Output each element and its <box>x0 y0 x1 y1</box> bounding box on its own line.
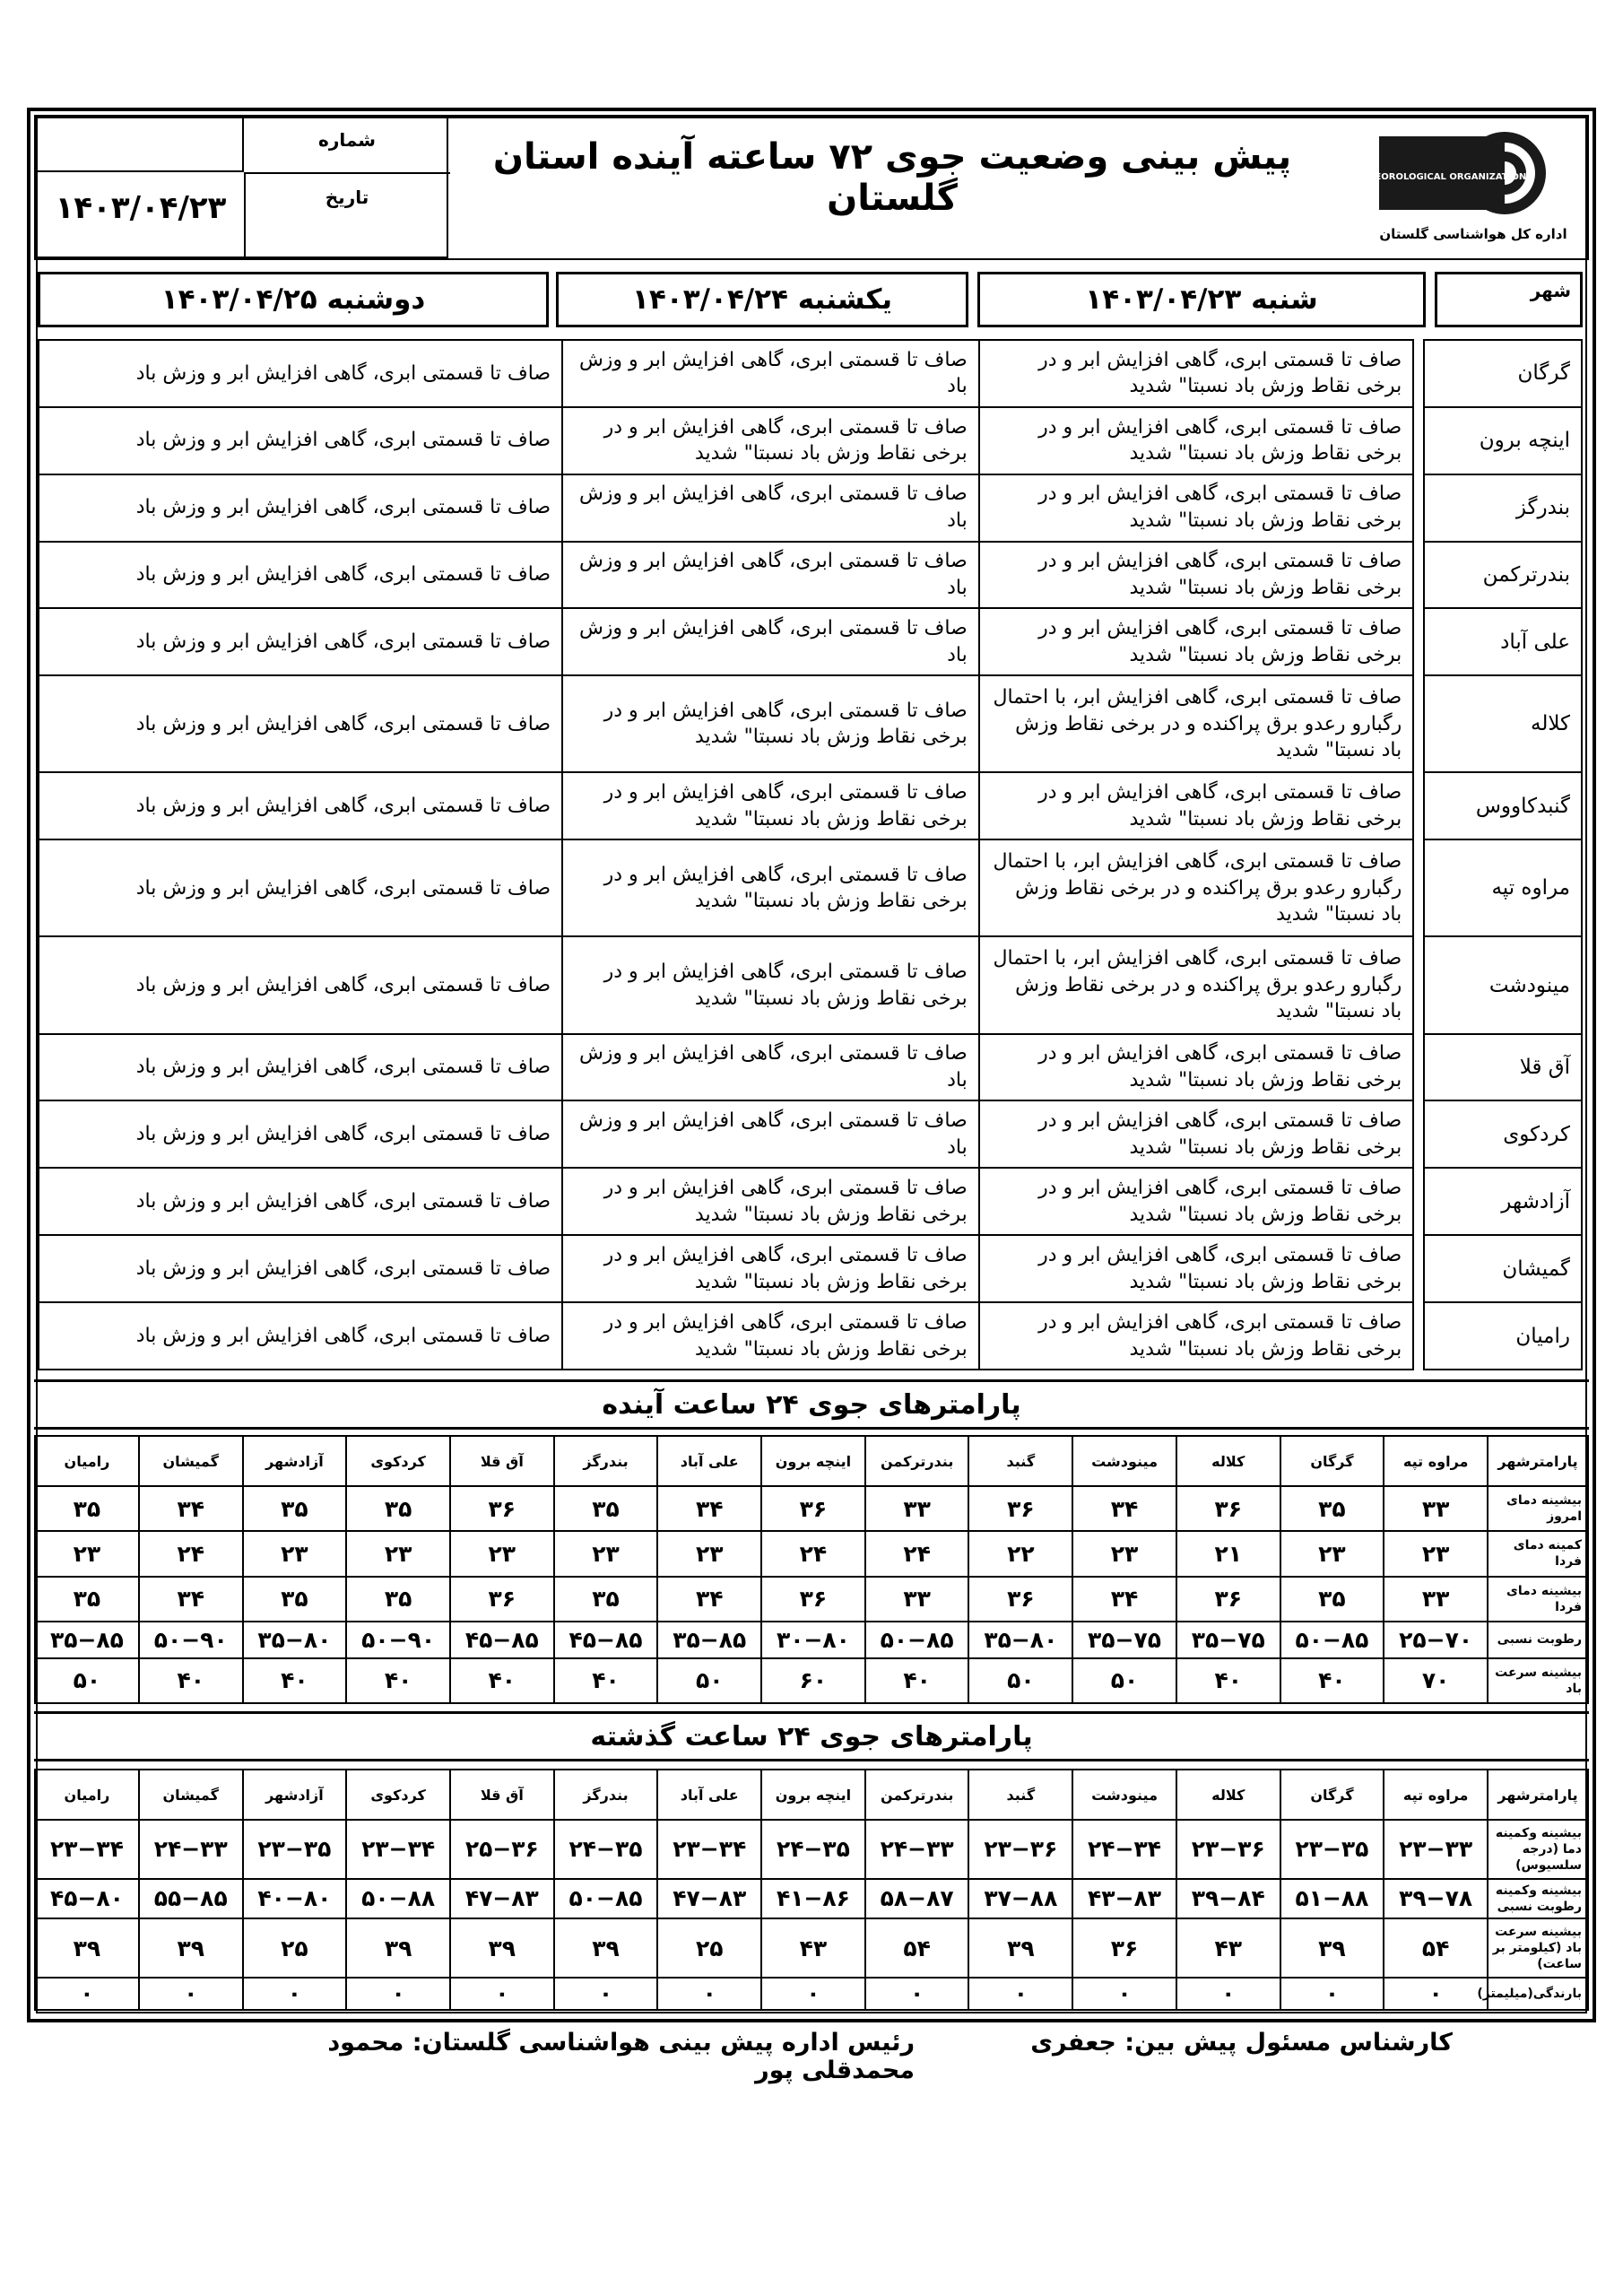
past24-value: ۰ <box>1384 1978 1488 2010</box>
next24-param-header: پارامترشهر <box>1488 1436 1588 1486</box>
next24-row <box>35 1577 1588 1622</box>
forecast-table-wrap <box>38 339 1583 1370</box>
next24-value: ۲۳ <box>554 1531 658 1576</box>
next24-header-row <box>35 1436 1588 1486</box>
past24-row <box>35 1820 1588 1879</box>
past24-value: ۰ <box>1176 1978 1280 2010</box>
forecast-day2: صاف تا قسمتی ابری، گاهی افزایش ابر و وزش باد <box>562 608 979 675</box>
past24-value: ۳۷−۸۸ <box>968 1879 1072 1919</box>
row-gap <box>1413 608 1424 675</box>
row-gap <box>1413 1100 1424 1168</box>
city-name: مینودشت <box>1424 936 1582 1033</box>
next24-value: ۵۰−۹۰ <box>346 1622 450 1658</box>
next24-row <box>35 1486 1588 1531</box>
forecast-day2: صاف تا قسمتی ابری، گاهی افزایش ابر و در برخی نقاط وزش باد نسبتا" شدید <box>562 1302 979 1370</box>
city-column-header: شهر <box>1435 272 1583 327</box>
past24-row <box>35 1918 1588 1978</box>
past24-value: ۲۳−۳۶ <box>1176 1820 1280 1879</box>
past24-city-header: کردکوی <box>346 1770 450 1820</box>
forecast-day2: صاف تا قسمتی ابری، گاهی افزایش ابر و در برخی نقاط وزش باد نسبتا" شدید <box>562 1235 979 1302</box>
next24-value: ۲۱ <box>1176 1531 1280 1576</box>
meteorological-logo-icon <box>1370 124 1576 222</box>
row-gap <box>1413 1034 1424 1101</box>
next24-value: ۳۵−۷۵ <box>1072 1622 1176 1658</box>
past24-row <box>35 1879 1588 1919</box>
past24-value: ۲۵ <box>243 1918 347 1978</box>
past24-row-label: بارندگی(میلیمتر) <box>1488 1978 1588 2010</box>
row-gap <box>1413 407 1424 474</box>
forecast-day3: صاف تا قسمتی ابری، گاهی افزایش ابر و وزش باد <box>39 608 562 675</box>
logo-org-text: METEOROLOGICAL ORGANIZATION <box>1370 172 1527 182</box>
next24-value: ۳۵−۸۰ <box>968 1622 1072 1658</box>
past24-city-header: آزادشهر <box>243 1770 347 1820</box>
forecast-day1: صاف تا قسمتی ابری، گاهی افزایش ابر و در برخی نقاط وزش باد نسبتا" شدید <box>979 340 1414 407</box>
next24-table-wrap <box>34 1435 1589 1704</box>
past24-city-header: آق قلا <box>450 1770 554 1820</box>
past24-value: ۰ <box>865 1978 969 2010</box>
next24-row-label: بیشینه دمای امروز <box>1488 1486 1588 1531</box>
past24-value: ۴۷−۸۳ <box>450 1879 554 1919</box>
next24-city-header: گرگان <box>1280 1436 1384 1486</box>
next24-value: ۴۰ <box>1280 1658 1384 1703</box>
past24-value: ۰ <box>657 1978 761 2010</box>
forecast-day1: صاف تا قسمتی ابری، گاهی افزایش ابر و در برخی نقاط وزش باد نسبتا" شدید <box>979 407 1414 474</box>
forecast-row <box>39 1100 1582 1168</box>
next24-value: ۳۵−۸۵ <box>35 1622 139 1658</box>
next24-value: ۳۰−۸۰ <box>761 1622 865 1658</box>
past24-table <box>34 1769 1589 2011</box>
past24-value: ۴۵−۸۰ <box>35 1879 139 1919</box>
forecast-day1: صاف تا قسمتی ابری، گاهی افزایش ابر و در برخی نقاط وزش باد نسبتا" شدید <box>979 542 1414 609</box>
past24-value: ۴۰−۸۰ <box>243 1879 347 1919</box>
past24-value: ۲۵−۳۶ <box>450 1820 554 1879</box>
number-value-cell <box>38 118 244 172</box>
next24-city-header: رامیان <box>35 1436 139 1486</box>
forecast-day3: صاف تا قسمتی ابری، گاهی افزایش ابر و وزش باد <box>39 542 562 609</box>
past24-value: ۵۴ <box>1384 1918 1488 1978</box>
next24-value: ۴۵−۸۵ <box>554 1622 658 1658</box>
next24-value: ۵۰−۸۵ <box>1280 1622 1384 1658</box>
city-name: آزادشهر <box>1424 1168 1582 1235</box>
next24-city-header: آزادشهر <box>243 1436 347 1486</box>
past24-value: ۳۶ <box>1072 1918 1176 1978</box>
next24-value: ۳۵−۸۰ <box>243 1622 347 1658</box>
past24-value: ۰ <box>1072 1978 1176 2010</box>
next24-value: ۲۳ <box>450 1531 554 1576</box>
next24-value: ۳۶ <box>450 1486 554 1531</box>
row-gap <box>1413 772 1424 839</box>
row-gap <box>1413 839 1424 936</box>
next24-value: ۳۶ <box>761 1486 865 1531</box>
city-name: مراوه تپه <box>1424 839 1582 936</box>
next24-value: ۲۳ <box>346 1531 450 1576</box>
past24-title: پارامترهای جوی ۲۴ ساعت گذشته <box>34 1711 1589 1761</box>
past24-city-header: گمیشان <box>139 1770 243 1820</box>
next24-value: ۳۵ <box>1280 1486 1384 1531</box>
next24-row-label: کمینه دمای فردا <box>1488 1531 1588 1576</box>
row-gap <box>1413 474 1424 542</box>
past24-value: ۳۹ <box>450 1918 554 1978</box>
forecast-row <box>39 407 1582 474</box>
past24-value: ۳۹ <box>346 1918 450 1978</box>
past24-city-header: اینچه برون <box>761 1770 865 1820</box>
past24-value: ۲۴−۳۴ <box>1072 1820 1176 1879</box>
next24-row-label: بیشینه دمای فردا <box>1488 1577 1588 1622</box>
forecast-day1: صاف تا قسمتی ابری، گاهی افزایش ابر و در برخی نقاط وزش باد نسبتا" شدید <box>979 474 1414 542</box>
past24-value: ۰ <box>761 1978 865 2010</box>
next24-city-header: مراوه تپه <box>1384 1436 1488 1486</box>
forecast-day3: صاف تا قسمتی ابری، گاهی افزایش ابر و وزش باد <box>39 1168 562 1235</box>
next24-value: ۳۵−۸۵ <box>657 1622 761 1658</box>
next24-value: ۴۰ <box>1176 1658 1280 1703</box>
row-gap <box>1413 936 1424 1033</box>
next24-value: ۲۳ <box>1280 1531 1384 1576</box>
past24-row <box>35 1978 1588 2010</box>
forecast-day1: صاف تا قسمتی ابری، گاهی افزایش ابر، با احتمال رگبارو رعدو برق پراکنده و در برخی نقاط وزش باد نسبتا" شدید <box>979 675 1414 772</box>
next24-title: پارامترهای جوی ۲۴ ساعت آینده <box>34 1379 1589 1430</box>
next24-value: ۳۵ <box>35 1486 139 1531</box>
past24-value: ۳۹ <box>139 1918 243 1978</box>
city-name: بندرگز <box>1424 474 1582 542</box>
past24-value: ۰ <box>346 1978 450 2010</box>
past24-value: ۲۳−۳۵ <box>243 1820 347 1879</box>
forecast-day2: صاف تا قسمتی ابری، گاهی افزایش ابر و در برخی نقاط وزش باد نسبتا" شدید <box>562 675 979 772</box>
next24-value: ۲۲ <box>968 1531 1072 1576</box>
forecast-day1: صاف تا قسمتی ابری، گاهی افزایش ابر و در برخی نقاط وزش باد نسبتا" شدید <box>979 1100 1414 1168</box>
next24-table <box>34 1435 1589 1704</box>
report-date: ۱۴۰۳/۰۴/۲۳ <box>55 190 227 226</box>
next24-city-header: علی آباد <box>657 1436 761 1486</box>
forecast-day1: صاف تا قسمتی ابری، گاهی افزایش ابر و در برخی نقاط وزش باد نسبتا" شدید <box>979 1168 1414 1235</box>
forecast-row <box>39 608 1582 675</box>
past24-value: ۵۰−۸۸ <box>346 1879 450 1919</box>
forecast-day3: صاف تا قسمتی ابری، گاهی افزایش ابر و وزش باد <box>39 1302 562 1370</box>
next24-value: ۳۵ <box>1280 1577 1384 1622</box>
forecast-day2: صاف تا قسمتی ابری، گاهی افزایش ابر و وزش باد <box>562 474 979 542</box>
city-name: گمیشان <box>1424 1235 1582 1302</box>
next24-row-label: رطوبت نسبی <box>1488 1622 1588 1658</box>
past24-value: ۲۳−۳۴ <box>346 1820 450 1879</box>
past24-value: ۲۳−۳۴ <box>35 1820 139 1879</box>
forecast-day1: صاف تا قسمتی ابری، گاهی افزایش ابر و در برخی نقاط وزش باد نسبتا" شدید <box>979 1034 1414 1101</box>
forecast-day2: صاف تا قسمتی ابری، گاهی افزایش ابر و در برخی نقاط وزش باد نسبتا" شدید <box>562 839 979 936</box>
forecast-day3: صاف تا قسمتی ابری، گاهی افزایش ابر و وزش باد <box>39 675 562 772</box>
next24-value: ۳۵ <box>346 1577 450 1622</box>
past24-value: ۳۹ <box>35 1918 139 1978</box>
page-title: پیش بینی وضعیت جوی ۷۲ ساعته آینده استان گلستان <box>492 136 1292 219</box>
header-block <box>34 115 1589 260</box>
next24-value: ۳۳ <box>865 1486 969 1531</box>
next24-value: ۶۰ <box>761 1658 865 1703</box>
next24-value: ۳۶ <box>1176 1486 1280 1531</box>
next24-city-header: کردکوی <box>346 1436 450 1486</box>
past24-value: ۵۴ <box>865 1918 969 1978</box>
next24-city-header: اینچه برون <box>761 1436 865 1486</box>
next24-value: ۳۵ <box>346 1486 450 1531</box>
next24-value: ۴۰ <box>139 1658 243 1703</box>
next24-value: ۵۰ <box>1072 1658 1176 1703</box>
forecast-day3: صاف تا قسمتی ابری، گاهی افزایش ابر و وزش باد <box>39 772 562 839</box>
forecast-day1: صاف تا قسمتی ابری، گاهی افزایش ابر و در برخی نقاط وزش باد نسبتا" شدید <box>979 608 1414 675</box>
past24-row-label: بیشینه وکمینه دما (درجه سلسیوس) <box>1488 1820 1588 1879</box>
past24-value: ۵۸−۸۷ <box>865 1879 969 1919</box>
next24-value: ۲۴ <box>865 1531 969 1576</box>
city-name: علی آباد <box>1424 608 1582 675</box>
forecast-row <box>39 340 1582 407</box>
next24-value: ۳۵ <box>554 1577 658 1622</box>
row-gap <box>1413 1235 1424 1302</box>
forecast-day1: صاف تا قسمتی ابری، گاهی افزایش ابر و در برخی نقاط وزش باد نسبتا" شدید <box>979 1302 1414 1370</box>
past24-value: ۳۹ <box>1280 1918 1384 1978</box>
past24-city-header: بندرگز <box>554 1770 658 1820</box>
city-name: رامیان <box>1424 1302 1582 1370</box>
past24-value: ۰ <box>450 1978 554 2010</box>
forecast-day2: صاف تا قسمتی ابری، گاهی افزایش ابر و در برخی نقاط وزش باد نسبتا" شدید <box>562 1168 979 1235</box>
forecast-day3: صاف تا قسمتی ابری، گاهی افزایش ابر و وزش باد <box>39 474 562 542</box>
city-name: آق قلا <box>1424 1034 1582 1101</box>
next24-value: ۵۰ <box>657 1658 761 1703</box>
next24-value: ۲۴ <box>761 1531 865 1576</box>
forecast-day2: صاف تا قسمتی ابری، گاهی افزایش ابر و وزش باد <box>562 340 979 407</box>
forecast-day3: صاف تا قسمتی ابری، گاهی افزایش ابر و وزش باد <box>39 839 562 936</box>
forecast-row <box>39 1302 1582 1370</box>
next24-value: ۵۰ <box>968 1658 1072 1703</box>
next24-value: ۲۵−۷۰ <box>1384 1622 1488 1658</box>
past24-value: ۲۳−۳۳ <box>1384 1820 1488 1879</box>
forecast-day2: صاف تا قسمتی ابری، گاهی افزایش ابر و در برخی نقاط وزش باد نسبتا" شدید <box>562 772 979 839</box>
next24-row <box>35 1658 1588 1703</box>
forecast-row <box>39 1034 1582 1101</box>
next24-city-header: بندرگز <box>554 1436 658 1486</box>
forecast-day1: صاف تا قسمتی ابری، گاهی افزایش ابر، با احتمال رگبارو رعدو برق پراکنده و در برخی نقاط وزش باد نسبتا" شدید <box>979 839 1414 936</box>
next24-value: ۳۳ <box>1384 1486 1488 1531</box>
next24-value: ۴۰ <box>346 1658 450 1703</box>
forecast-day3: صاف تا قسمتی ابری، گاهی افزایش ابر و وزش باد <box>39 340 562 407</box>
past24-value: ۲۳−۳۶ <box>968 1820 1072 1879</box>
logo-org-name: اداره کل هواشناسی گلستان <box>1379 226 1567 242</box>
next24-value: ۳۴ <box>1072 1486 1176 1531</box>
past24-value: ۴۳ <box>761 1918 865 1978</box>
next24-city-header: بندرترکمن <box>865 1436 969 1486</box>
next24-value: ۲۳ <box>1072 1531 1176 1576</box>
day-header-3: دوشنبه ۱۴۰۳/۰۴/۲۵ <box>38 272 549 327</box>
next24-value: ۳۵ <box>243 1486 347 1531</box>
next24-value: ۳۶ <box>450 1577 554 1622</box>
forecast-day2: صاف تا قسمتی ابری، گاهی افزایش ابر و وزش باد <box>562 1100 979 1168</box>
forecast-row <box>39 772 1582 839</box>
forecast-row <box>39 474 1582 542</box>
past24-city-header: مراوه تپه <box>1384 1770 1488 1820</box>
past24-city-header: رامیان <box>35 1770 139 1820</box>
past24-value: ۲۳−۳۴ <box>657 1820 761 1879</box>
next24-value: ۲۳ <box>1384 1531 1488 1576</box>
past24-value: ۴۷−۸۳ <box>657 1879 761 1919</box>
past24-value: ۰ <box>968 1978 1072 2010</box>
next24-city-header: کلاله <box>1176 1436 1280 1486</box>
past24-value: ۵۵−۸۵ <box>139 1879 243 1919</box>
next24-value: ۳۳ <box>865 1577 969 1622</box>
next24-value: ۲۳ <box>657 1531 761 1576</box>
forecast-row <box>39 542 1582 609</box>
past24-value: ۵۰−۸۵ <box>554 1879 658 1919</box>
next24-value: ۳۵ <box>554 1486 658 1531</box>
forecast-day2: صاف تا قسمتی ابری، گاهی افزایش ابر و در برخی نقاط وزش باد نسبتا" شدید <box>562 936 979 1033</box>
forecast-day3: صاف تا قسمتی ابری، گاهی افزایش ابر و وزش باد <box>39 407 562 474</box>
past24-header-row <box>35 1770 1588 1820</box>
city-name: کلاله <box>1424 675 1582 772</box>
past24-value: ۰ <box>554 1978 658 2010</box>
next24-row <box>35 1531 1588 1576</box>
forecast-day1: صاف تا قسمتی ابری، گاهی افزایش ابر و در برخی نقاط وزش باد نسبتا" شدید <box>979 1235 1414 1302</box>
next24-value: ۵۰ <box>35 1658 139 1703</box>
row-gap <box>1413 1168 1424 1235</box>
forecast-day2: صاف تا قسمتی ابری، گاهی افزایش ابر و وزش باد <box>562 1034 979 1101</box>
date-divider <box>244 172 450 174</box>
next24-city-header: مینودشت <box>1072 1436 1176 1486</box>
next24-value: ۴۰ <box>865 1658 969 1703</box>
head-signature: رئیس اداره پیش بینی هواشناسی گلستان: محمود محمدقلی پور <box>327 2029 915 2084</box>
forecast-row <box>39 936 1582 1033</box>
forecaster-signature: کارشناس مسئول پیش بین: جعفری <box>1030 2029 1453 2057</box>
forecast-day1: صاف تا قسمتی ابری، گاهی افزایش ابر، با احتمال رگبارو رعدو برق پراکنده و در برخی نقاط وزش باد نسبتا" شدید <box>979 936 1414 1033</box>
past24-value: ۵۱−۸۸ <box>1280 1879 1384 1919</box>
row-gap <box>1413 542 1424 609</box>
day-header-2: یکشنبه ۱۴۰۳/۰۴/۲۴ <box>556 272 968 327</box>
next24-value: ۳۴ <box>1072 1577 1176 1622</box>
past24-param-header: پارامترشهر <box>1488 1770 1588 1820</box>
past24-value: ۰ <box>35 1978 139 2010</box>
forecast-day2: صاف تا قسمتی ابری، گاهی افزایش ابر و در برخی نقاط وزش باد نسبتا" شدید <box>562 407 979 474</box>
past24-value: ۲۴−۳۳ <box>139 1820 243 1879</box>
next24-city-header: گنبد <box>968 1436 1072 1486</box>
past24-city-header: گرگان <box>1280 1770 1384 1820</box>
city-name: کردکوی <box>1424 1100 1582 1168</box>
date-col-divider <box>244 172 246 260</box>
forecast-row <box>39 675 1582 772</box>
next24-value: ۳۴ <box>657 1486 761 1531</box>
next24-value: ۴۰ <box>243 1658 347 1703</box>
next24-row <box>35 1622 1588 1658</box>
next24-value: ۳۶ <box>968 1577 1072 1622</box>
next24-city-header: گمیشان <box>139 1436 243 1486</box>
next24-value: ۳۵ <box>35 1577 139 1622</box>
next24-row-label: بیشینه سرعت باد <box>1488 1658 1588 1703</box>
next24-value: ۴۰ <box>554 1658 658 1703</box>
next24-value: ۲۳ <box>243 1531 347 1576</box>
past24-row-label: بیشینه سرعت باد (کیلومتر بر ساعت) <box>1488 1918 1588 1978</box>
next24-value: ۵۰−۸۵ <box>865 1622 969 1658</box>
past24-value: ۲۴−۳۵ <box>761 1820 865 1879</box>
next24-value: ۴۵−۸۵ <box>450 1622 554 1658</box>
past24-table-wrap <box>34 1769 1589 2011</box>
date-label: تاریخ <box>325 187 369 208</box>
forecast-row <box>39 1235 1582 1302</box>
next24-value: ۳۴ <box>139 1577 243 1622</box>
forecast-day1: صاف تا قسمتی ابری، گاهی افزایش ابر و در برخی نقاط وزش باد نسبتا" شدید <box>979 772 1414 839</box>
forecast-day3: صاف تا قسمتی ابری، گاهی افزایش ابر و وزش باد <box>39 936 562 1033</box>
city-name: اینچه برون <box>1424 407 1582 474</box>
past24-city-header: بندرترکمن <box>865 1770 969 1820</box>
past24-value: ۲۴−۳۳ <box>865 1820 969 1879</box>
forecast-day3: صاف تا قسمتی ابری، گاهی افزایش ابر و وزش باد <box>39 1235 562 1302</box>
forecast-row <box>39 839 1582 936</box>
forecast-table <box>38 339 1583 1370</box>
next24-value: ۳۶ <box>968 1486 1072 1531</box>
past24-value: ۳۹−۸۴ <box>1176 1879 1280 1919</box>
past24-value: ۰ <box>1280 1978 1384 2010</box>
next24-value: ۳۵−۷۵ <box>1176 1622 1280 1658</box>
next24-value: ۳۵ <box>243 1577 347 1622</box>
next24-value: ۳۴ <box>657 1577 761 1622</box>
forecast-day2: صاف تا قسمتی ابری، گاهی افزایش ابر و وزش باد <box>562 542 979 609</box>
past24-city-header: علی آباد <box>657 1770 761 1820</box>
past24-value: ۲۴−۳۵ <box>554 1820 658 1879</box>
next24-value: ۳۶ <box>761 1577 865 1622</box>
row-gap <box>1413 1302 1424 1370</box>
past24-city-header: گنبد <box>968 1770 1072 1820</box>
number-label: شماره <box>318 129 376 151</box>
past24-value: ۳۹ <box>554 1918 658 1978</box>
forecast-row <box>39 1168 1582 1235</box>
row-gap <box>1413 675 1424 772</box>
past24-value: ۰ <box>139 1978 243 2010</box>
past24-row-label: بیشینه وکمینه رطوبت نسبی <box>1488 1879 1588 1919</box>
past24-city-header: مینودشت <box>1072 1770 1176 1820</box>
next24-value: ۷۰ <box>1384 1658 1488 1703</box>
past24-city-header: کلاله <box>1176 1770 1280 1820</box>
next24-value: ۳۴ <box>139 1486 243 1531</box>
forecast-day3: صاف تا قسمتی ابری، گاهی افزایش ابر و وزش باد <box>39 1100 562 1168</box>
past24-value: ۲۵ <box>657 1918 761 1978</box>
next24-value: ۳۳ <box>1384 1577 1488 1622</box>
next24-value: ۴۰ <box>450 1658 554 1703</box>
past24-value: ۲۳−۳۵ <box>1280 1820 1384 1879</box>
past24-value: ۳۹−۷۸ <box>1384 1879 1488 1919</box>
past24-value: ۴۳ <box>1176 1918 1280 1978</box>
number-date-box <box>36 117 448 258</box>
city-name: گرگان <box>1424 340 1582 407</box>
next24-value: ۲۴ <box>139 1531 243 1576</box>
city-name: گنبدکاووس <box>1424 772 1582 839</box>
next24-city-header: آق قلا <box>450 1436 554 1486</box>
past24-value: ۴۳−۸۳ <box>1072 1879 1176 1919</box>
past24-value: ۰ <box>243 1978 347 2010</box>
next24-value: ۲۳ <box>35 1531 139 1576</box>
org-logo <box>1370 124 1576 253</box>
day-header-1: شنبه ۱۴۰۳/۰۴/۲۳ <box>977 272 1426 327</box>
row-gap <box>1413 340 1424 407</box>
city-name: بندرترکمن <box>1424 542 1582 609</box>
past24-value: ۴۱−۸۶ <box>761 1879 865 1919</box>
next24-value: ۵۰−۹۰ <box>139 1622 243 1658</box>
past24-value: ۳۹ <box>968 1918 1072 1978</box>
forecast-day3: صاف تا قسمتی ابری، گاهی افزایش ابر و وزش باد <box>39 1034 562 1101</box>
next24-value: ۳۶ <box>1176 1577 1280 1622</box>
